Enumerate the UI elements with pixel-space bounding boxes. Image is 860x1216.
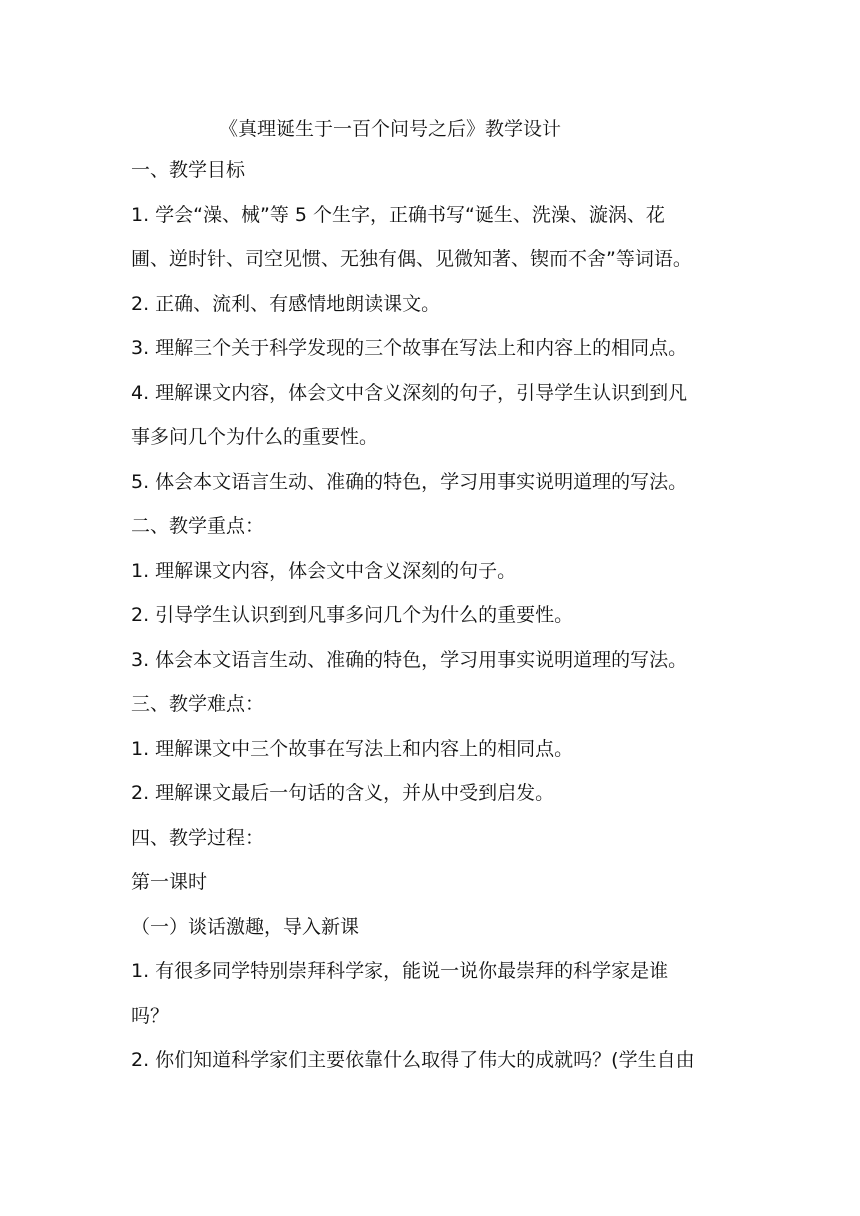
paragraph-line: 2. 正确、流利、有感情地朗读课文。 xyxy=(131,292,441,315)
paragraph-line: 1. 学会“澡、械”等 5 个生字，正确书写“诞生、洗澡、漩涡、花 xyxy=(131,203,665,226)
lesson-heading: 第一课时 xyxy=(131,871,208,893)
paragraph-line: 2. 理解课文最后一句话的含义，并从中受到启发。 xyxy=(131,782,555,804)
paragraph-line: 2. 你们知道科学家们主要依靠什么取得了伟大的成就吗？(学生自由 xyxy=(131,1049,695,1071)
document-title: 《真理诞生于一百个问号之后》教学设计 xyxy=(219,118,562,140)
paragraph-line: 1. 理解课文中三个故事在写法上和内容上的相同点。 xyxy=(131,737,574,760)
paragraph-line: 吗？ xyxy=(131,1004,170,1027)
paragraph-line: 1. 有很多同学特别崇拜科学家，能说一说你最崇拜的科学家是谁 xyxy=(131,960,669,982)
paragraph-line: 3. 理解三个关于科学发现的三个故事在写法上和内容上的相同点。 xyxy=(131,337,688,359)
document-body xyxy=(131,111,736,1083)
section-heading-difficulties: 三、教学难点： xyxy=(131,693,265,715)
paragraph-line: 3. 体会本文语言生动、准确的特色，学习用事实说明道理的写法。 xyxy=(131,648,688,671)
paragraph-line: 圃、逆时针、司空见惯、无独有偶、见微知著、锲而不舍”等词语。 xyxy=(131,248,692,270)
section-heading-key-points: 二、教学重点： xyxy=(131,515,265,537)
section-heading-objectives: 一、教学目标 xyxy=(131,159,246,181)
section-heading-process: 四、教学过程： xyxy=(131,826,265,849)
paragraph-line: 4. 理解课文内容，体会文中含义深刻的句子，引导学生认识到到凡 xyxy=(131,381,688,404)
paragraph-line: 事多问几个为什么的重要性。 xyxy=(131,426,379,448)
paragraph-line: 5. 体会本文语言生动、准确的特色，学习用事实说明道理的写法。 xyxy=(131,470,688,493)
subsection-heading: （一）谈话激趣，导入新课 xyxy=(131,915,360,938)
paragraph-line: 1. 理解课文内容，体会文中含义深刻的句子。 xyxy=(131,559,517,582)
paragraph-line: 2. 引导学生认识到到凡事多问几个为什么的重要性。 xyxy=(131,604,574,626)
